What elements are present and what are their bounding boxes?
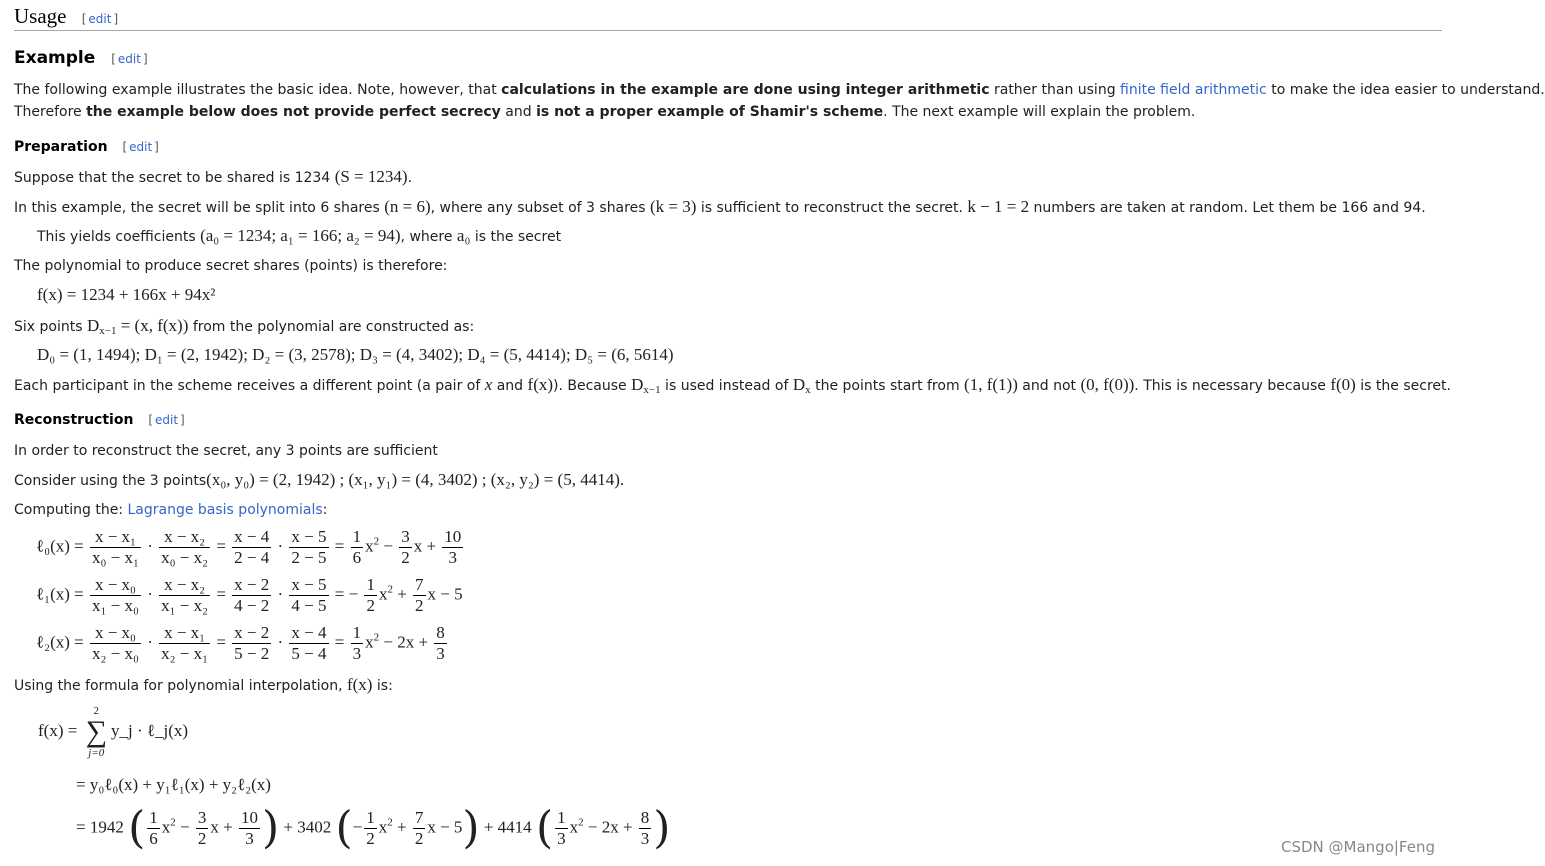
denominator: 5 − 2 xyxy=(234,644,270,663)
fraction: $\frac{10}{3}$ xyxy=(444,527,462,567)
usage-title: Usage xyxy=(14,4,67,28)
fraction xyxy=(289,527,328,568)
bold-text: the example below does not provide perfect secrecy xyxy=(86,104,501,120)
sum-symbol: ∑ xyxy=(85,715,107,748)
denominator: 2 − 5 xyxy=(291,548,327,567)
text-segment: This yields coefficients xyxy=(37,229,201,245)
numerator: x − x₁ xyxy=(159,623,210,644)
text-segment: is: xyxy=(372,678,393,694)
math-x: x xyxy=(484,375,493,394)
preparation-title: Preparation xyxy=(14,139,108,155)
bold-text: calculations in the example are done using integer arithmetic xyxy=(501,82,990,98)
math-chosen-points: (x₀, y₀) = (2, 1942) ; (x₁, y₁) = (4, 3402) ; (x₂, y₂) = (5, 4414). xyxy=(206,470,625,489)
math-sub: x−1 xyxy=(643,384,661,396)
interp-line-3: = 1942 ( $\frac{1}{6}$ $x^2$ − $\frac{3}{2}$ x + $\frac{10}{3}$ ) + 3402 (− $\frac{1}{2}$ $x^2$ + $\frac{7}{2}$ x − 5) + 4414 ( $\frac{1}{3}$ $x^2 - 2x$ + $\frac{8}{3}$ ) xyxy=(76,802,671,854)
section-heading-usage xyxy=(14,4,118,29)
math-d: D xyxy=(631,375,644,394)
lagrange-basis-polynomials-link[interactable]: Lagrange basis polynomials xyxy=(127,502,323,518)
reconstruction-title: Reconstruction xyxy=(14,412,134,428)
preparation-edit-link[interactable]: edit xyxy=(129,140,153,154)
text-segment: . xyxy=(407,170,413,186)
lagrange-row-1: ℓ₁(x) = $\frac{\text{x − x₀}}{\text{x₁ − x₀}}$ · $\frac{\text{x − x₂}}{\text{x₁ − x₂}}$ = $\frac{x - 2}{4 - 2}$ · $\frac{x - 5}{4 - 5}$ = − $\frac{1}{2}$ $x^2$ + $\frac{7}{2}$ x − 5 xyxy=(36,575,463,615)
fraction xyxy=(159,527,210,568)
fraction xyxy=(232,623,271,664)
denominator: 4 − 5 xyxy=(291,596,327,615)
text-segment: The following example illustrates the basic idea. Note, however, that xyxy=(14,82,502,98)
text-segment: Using the formula for polynomial interpolation, xyxy=(14,678,347,694)
text-segment: Suppose that the secret to be shared is 1234 xyxy=(14,170,335,186)
math-dx-1 xyxy=(631,375,661,394)
coef-4414: + 4414 xyxy=(483,817,532,837)
fraction: $\frac{7}{2}$ xyxy=(415,575,424,615)
text-segment: , where any subset of 3 shares xyxy=(430,200,650,216)
usage-edit-section[interactable]: [ edit ] xyxy=(81,12,119,26)
denominator: x₀ − x₂ xyxy=(161,548,209,567)
math-d: D xyxy=(86,316,100,335)
fraction: $\frac{1}{2}$ xyxy=(366,575,375,615)
text-segment: Each participant in the scheme receives a different point (a pair of xyxy=(14,378,485,394)
fraction xyxy=(90,527,141,568)
denominator: x₂ − x₀ xyxy=(91,644,139,663)
text-segment: rather than using xyxy=(989,82,1121,98)
example-edit-link[interactable]: edit xyxy=(117,52,141,66)
recon-line-formula-intro xyxy=(14,675,393,696)
fraction: $\frac{1}{6}$ xyxy=(352,527,362,567)
math-fx: f(x) xyxy=(527,375,554,394)
fraction xyxy=(90,575,141,616)
text-segment: . The next example will explain the problem. xyxy=(883,104,1196,120)
math-sub: x−1 xyxy=(99,325,117,337)
interp-lhs: f(x) = xyxy=(38,720,78,740)
reconstruction-edit-link[interactable]: edit xyxy=(155,413,179,427)
text-segment: the points start from xyxy=(810,378,965,394)
lagrange-row-2: ℓ₂(x) = $\frac{\text{x − x₀}}{\text{x₂ − x₀}}$ · $\frac{\text{x − x₁}}{\text{x₂ − x₁}}$ = $\frac{x - 2}{5 - 2}$ · $\frac{x - 4}{5 - 4}$ = $\frac{1}{3}$ $x^2 - 2x$ + $\frac{8}{3}$ xyxy=(36,623,445,663)
math-f0: f(0) xyxy=(1330,375,1356,394)
math-point-0: (0, f(0)) xyxy=(1080,375,1135,394)
prep-line-polynomial-intro: The polynomial to produce secret shares (points) is therefore: xyxy=(14,258,448,274)
reconstruction-edit-section[interactable]: [ edit ] xyxy=(148,413,185,427)
fraction xyxy=(90,623,141,664)
math-dx xyxy=(87,316,188,335)
sum-upper: 2 xyxy=(93,705,100,717)
denominator: x₂ − x₁ xyxy=(161,644,209,663)
math-k-minus-1: k − 1 = 2 xyxy=(967,197,1030,216)
fraction: $\frac{1}{3}$ xyxy=(352,623,362,663)
math-eq: = (x, f(x)) xyxy=(116,316,189,335)
text-segment: Six points xyxy=(14,319,87,335)
summation xyxy=(86,705,107,759)
coef-1942: = 1942 xyxy=(76,817,124,837)
points-list: D₀ = (1, 1494); D₁ = (2, 1942); D₂ = (3, 2578); D₃ = (4, 3402); D₄ = (5, 4414); D₅ = (6, 5614) xyxy=(37,345,674,364)
section-heading-example xyxy=(14,48,148,68)
numerator: x − 4 xyxy=(234,527,270,546)
text-segment: In this example, the secret will be split into 6 shares xyxy=(14,200,385,216)
denominator: x₁ − x₀ xyxy=(91,596,139,615)
recon-line-points xyxy=(14,470,624,491)
text-segment: Therefore xyxy=(14,104,87,120)
denominator: 2 − 4 xyxy=(234,548,270,567)
example-paragraph-2 xyxy=(14,102,1195,122)
lagrange-row-0: ℓ₀(x) = $\frac{\text{x − x₁}}{\text{x₀ − x₁}}$ · $\frac{\text{x − x₂}}{\text{x₀ − x₂}}$ = $\frac{x - 4}{2 - 4}$ · $\frac{x - 5}{2 - 5}$ = $\frac{1}{6}$ $x^2$ − $\frac{3}{2}$ x + $\frac{10}{3}$ xyxy=(36,527,462,567)
finite-field-arithmetic-link[interactable]: finite field arithmetic xyxy=(1120,82,1267,98)
example-edit-section[interactable]: [ edit ] xyxy=(111,52,148,66)
math-a0: a₀ xyxy=(456,226,471,245)
fraction: $\frac{8}{3}$ xyxy=(436,623,445,663)
sum-term: y_j · ℓ_j(x) xyxy=(110,720,189,740)
math-fx: f(x) xyxy=(346,675,373,694)
math-dx-2 xyxy=(793,375,811,394)
numerator: x − x₂ xyxy=(159,575,210,596)
example-title: Example xyxy=(14,48,96,68)
section-heading-preparation xyxy=(14,139,159,155)
prep-line-participants xyxy=(14,375,1451,400)
numerator: x − 4 xyxy=(291,623,327,642)
numerator: x − 2 xyxy=(234,623,270,642)
prep-line-six-points xyxy=(14,316,474,341)
lagrange-lhs: ℓ₀(x) = xyxy=(36,536,84,556)
text-segment: is sufficient to reconstruct the secret. xyxy=(696,200,968,216)
numerator: x − x₂ xyxy=(159,527,210,548)
text-segment: and xyxy=(492,378,528,394)
prep-line-coefficients xyxy=(37,226,561,247)
recon-line-computing xyxy=(14,500,327,520)
fraction xyxy=(289,623,328,664)
numerator: x − x₀ xyxy=(90,623,141,644)
math-coefficients: (a₀ = 1234; a₁ = 166; a₂ = 94) xyxy=(200,226,401,245)
watermark: CSDN @Mango|Feng xyxy=(1281,838,1435,856)
math-k: (k = 3) xyxy=(649,197,697,216)
fraction xyxy=(159,575,210,616)
preparation-edit-section[interactable]: [ edit ] xyxy=(122,140,159,154)
prep-line-split xyxy=(14,197,1426,218)
text-segment: Computing the: xyxy=(14,502,128,518)
polynomial-formula: f(x) = 1234 + 166x + 94x² xyxy=(37,285,216,304)
fraction xyxy=(232,575,271,616)
text-segment: Consider using the 3 points xyxy=(14,473,207,489)
text-segment: numbers are taken at random. Let them be 166 and 94. xyxy=(1029,200,1426,216)
fraction xyxy=(232,527,271,568)
denominator: 5 − 4 xyxy=(291,644,327,663)
math-secret: (S = 1234) xyxy=(334,167,408,186)
heading-divider xyxy=(14,30,1442,31)
denominator: 4 − 2 xyxy=(234,596,270,615)
text-segment: ). Because xyxy=(553,378,632,394)
fraction: $\frac{3}{2}$ xyxy=(401,527,410,567)
prep-line-secret xyxy=(14,167,412,188)
denominator: x₁ − x₂ xyxy=(161,596,209,615)
lagrange-lhs: ℓ₂(x) = xyxy=(36,632,84,652)
text-segment: is the secret xyxy=(470,229,562,245)
interp-line-2: = y₀ℓ₀(x) + y₁ℓ₁(x) + y₂ℓ₂(x) xyxy=(76,775,271,794)
math-n: (n = 6) xyxy=(384,197,431,216)
numerator: x − x₀ xyxy=(90,575,141,596)
denominator: x₀ − x₁ xyxy=(91,548,139,567)
text-segment: and not xyxy=(1017,378,1081,394)
coef-3402: + 3402 xyxy=(283,817,332,837)
text-segment: is the secret. xyxy=(1355,378,1451,394)
section-heading-reconstruction xyxy=(14,412,185,428)
text-segment: is used instead of xyxy=(660,378,793,394)
interp-sum-line xyxy=(38,705,188,759)
math-sub: x xyxy=(805,384,811,396)
usage-edit-link[interactable]: edit xyxy=(88,12,112,26)
fraction xyxy=(159,623,210,664)
sum-lower: j=0 xyxy=(88,747,105,759)
math-d: D xyxy=(792,375,806,394)
numerator: x − 5 xyxy=(291,575,327,594)
bold-text: is not a proper example of Shamir's scheme xyxy=(536,104,884,120)
numerator: x − 2 xyxy=(234,575,270,594)
math-point-1: (1, f(1)) xyxy=(964,375,1018,394)
numerator: x − x₁ xyxy=(90,527,141,548)
example-paragraph-1 xyxy=(14,80,1545,100)
recon-line-1: In order to reconstruct the secret, any 3 points are sufficient xyxy=(14,443,438,459)
text-segment: : xyxy=(322,502,328,518)
text-segment: to make the idea easier to understand. xyxy=(1266,82,1545,98)
text-segment: from the polynomial are constructed as: xyxy=(188,319,475,335)
text-segment: and xyxy=(500,104,537,120)
numerator: x − 5 xyxy=(291,527,327,546)
text-segment: . This is necessary because xyxy=(1134,378,1331,394)
lagrange-lhs: ℓ₁(x) = xyxy=(36,584,84,604)
text-segment: , where xyxy=(400,229,457,245)
fraction xyxy=(289,575,328,616)
